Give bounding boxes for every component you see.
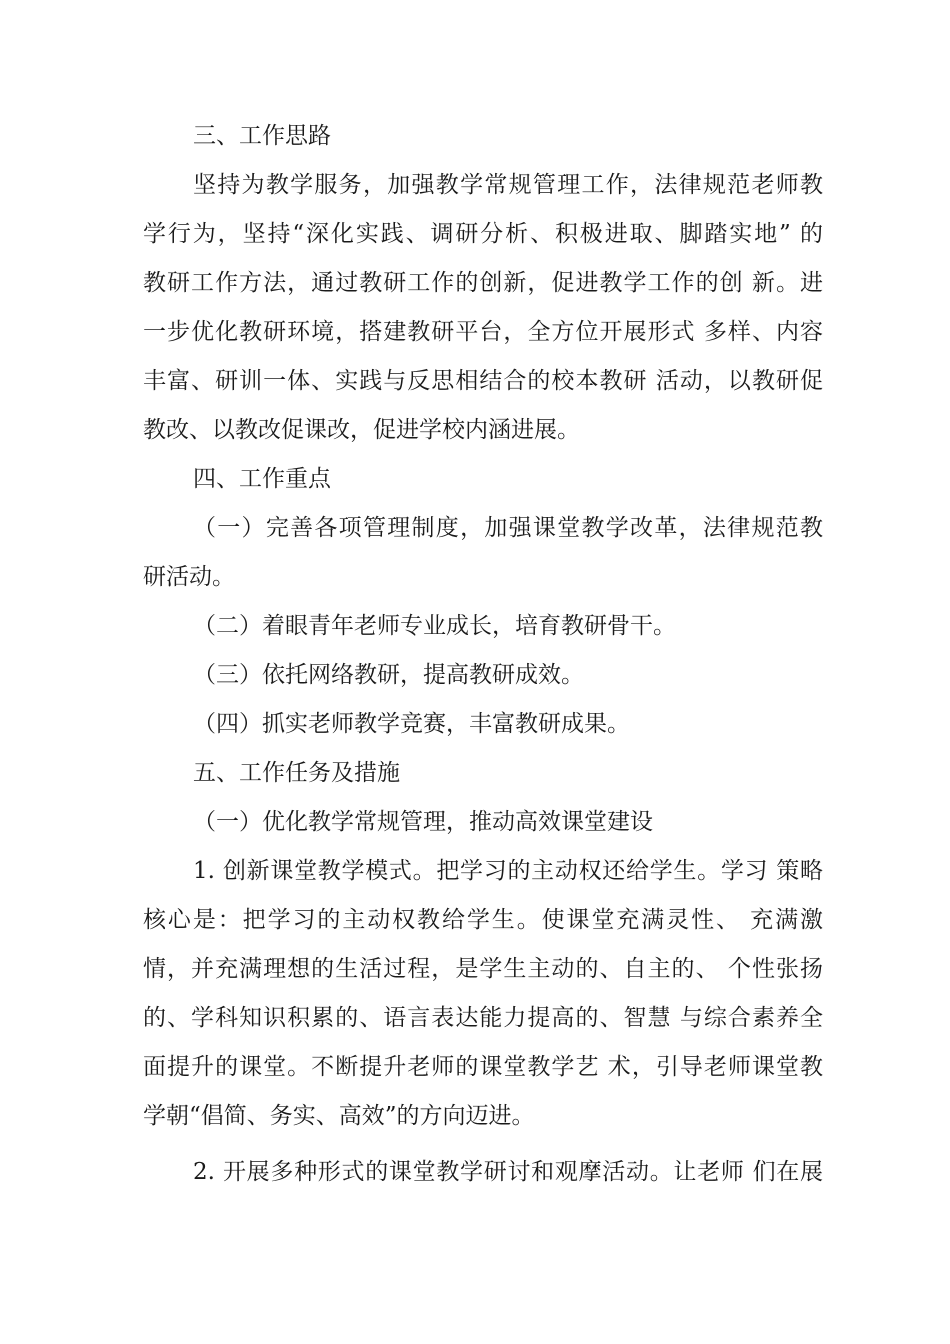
paragraph-line: 面提升的课堂。不断提升老师的课堂教学艺 术，引导老师课堂教 <box>143 1054 823 1080</box>
paragraph-line: 丰富、研训一体、实践与反思相结合的校本教研 活动，以教研促 <box>143 368 823 394</box>
list-item: （二）着眼青年老师专业成长，培育教研骨干。 <box>193 613 676 639</box>
paragraph-line: 坚持为教学服务，加强教学常规管理工作，法律规范老师教 <box>193 172 823 198</box>
paragraph-classroom-model <box>143 847 823 1141</box>
subsection-heading: （一）优化教学常规管理，推动高效课堂建设 <box>193 809 653 835</box>
paragraph-line: 2. 开展多种形式的课堂教学研讨和观摩活动。让老师 们在展 <box>193 1159 823 1185</box>
paragraph-line: 学朝“倡简、务实、高效”的方向迈进。 <box>143 1103 535 1129</box>
section-heading-5: 五、工作任务及措施 <box>193 760 400 786</box>
paragraph-work-approach <box>143 161 823 455</box>
paragraph-teaching-activities <box>143 1148 823 1197</box>
section-heading-4: 四、工作重点 <box>193 466 331 492</box>
paragraph-line: 情，并充满理想的生活过程，是学生主动的、自主的、 个性张扬 <box>143 956 823 982</box>
paragraph-line: 一步优化教研环境，搭建教研平台，全方位开展形式 多样、内容 <box>143 319 823 345</box>
list-item-line: 研活动。 <box>143 564 235 590</box>
list-item: （四）抓实老师教学竞赛，丰富教研成果。 <box>193 711 630 737</box>
paragraph-line: 教改、以教改促课改，促进学校内涵进展。 <box>143 417 580 443</box>
list-item-line: （一）完善各项管理制度，加强课堂教学改革，法律规范教 <box>193 515 823 541</box>
list-item: （三）依托网络教研，提高教研成效。 <box>193 662 584 688</box>
paragraph-line: 核心是：把学习的主动权教给学生。使课堂充满灵性、 充满激 <box>143 907 823 933</box>
paragraph-line: 学行为，坚持“深化实践、调研分析、积极进取、脚踏实地” 的 <box>143 221 823 247</box>
paragraph-line: 1. 创新课堂教学模式。把学习的主动权还给学生。学习 策略 <box>193 858 823 884</box>
document-page <box>143 112 823 1197</box>
work-focus-list <box>143 504 823 749</box>
paragraph-line: 的、学科知识积累的、语言表达能力提高的、智慧 与综合素养全 <box>143 1005 823 1031</box>
paragraph-line: 教研工作方法，通过教研工作的创新，促进教学工作的创 新。进 <box>143 270 823 296</box>
section-heading-3: 三、工作思路 <box>193 123 331 149</box>
